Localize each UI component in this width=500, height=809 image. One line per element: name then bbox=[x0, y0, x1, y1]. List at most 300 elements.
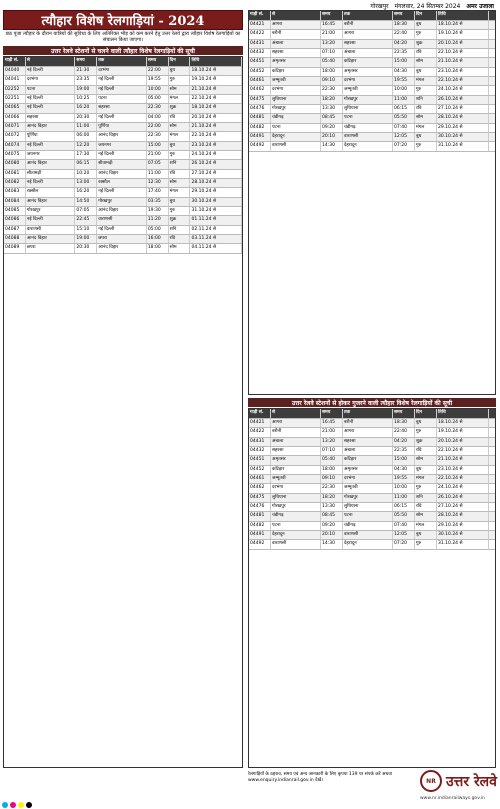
table-cell: 04481 bbox=[249, 512, 271, 520]
table-cell: 04081 bbox=[4, 170, 26, 178]
table-cell: 11:00 bbox=[75, 123, 97, 131]
table-cell: गोरखपुर bbox=[343, 494, 393, 502]
table-cell: सोम bbox=[169, 123, 191, 131]
railway-logo bbox=[420, 770, 497, 792]
table-cell: 07:10 bbox=[321, 447, 343, 455]
table-cell: 18:00 bbox=[321, 68, 343, 76]
table-cell: शनि bbox=[169, 226, 191, 234]
table-cell: 04482 bbox=[249, 522, 271, 530]
table-cell: 01.11.24 से bbox=[190, 216, 242, 224]
intro-text: छठ पूजा त्यौहार के दौरान यात्रियों की सुविधा के लिए अतिरिक्त भीड़ को कम करने हेतु उत्तर रेलवे द्वारा त्यौहार विशेष रेलगाड़ियों का संचालन किया जाएगा। bbox=[5, 31, 241, 43]
table-header-row bbox=[249, 11, 495, 21]
table-row bbox=[249, 30, 495, 39]
table-cell: गुरु bbox=[169, 76, 191, 84]
table-cell: 16:45 bbox=[321, 419, 343, 427]
table-cell: 04452 bbox=[249, 466, 271, 474]
table-cell: 30.10.24 से bbox=[437, 531, 489, 539]
table-cell: 22.10.24 से bbox=[437, 475, 489, 483]
table-cell: 20:10 bbox=[321, 531, 343, 539]
table-cell: 08:45 bbox=[321, 512, 343, 520]
column-header: से bbox=[271, 11, 321, 20]
table-header-row bbox=[4, 57, 242, 67]
table-cell: पूर्णिया bbox=[26, 132, 76, 140]
table-cell: 28.10.24 से bbox=[437, 512, 489, 520]
black-dot-icon bbox=[26, 802, 32, 808]
table-cell: गोरखपुर bbox=[271, 503, 321, 511]
table-cell: अमृतसर bbox=[271, 58, 321, 66]
table-row bbox=[249, 77, 495, 86]
table-cell: गोरखपुर bbox=[343, 96, 393, 104]
table-cell: 05:40 bbox=[321, 456, 343, 464]
table-cell: 16:20 bbox=[75, 104, 97, 112]
table-cell: शनि bbox=[415, 494, 437, 502]
table-cell: गुरु bbox=[415, 86, 437, 94]
table-cell: 26.10.24 से bbox=[437, 494, 489, 502]
column-header: तक bbox=[343, 409, 393, 418]
table-cell: आनंद विहार bbox=[26, 160, 76, 168]
table-cell: शनि bbox=[169, 160, 191, 168]
table-cell: 03:35 bbox=[147, 198, 169, 206]
table-cell: आनंद विहार bbox=[26, 198, 76, 206]
table-cell: अंबाला bbox=[271, 438, 321, 446]
table-cell: बुध bbox=[169, 67, 191, 75]
table-row bbox=[249, 86, 495, 95]
table-cell: 04087 bbox=[4, 226, 26, 234]
color-registration-bar bbox=[0, 800, 500, 809]
table-cell: 14:30 bbox=[321, 540, 343, 548]
table-cell: नई दिल्ली bbox=[26, 142, 76, 150]
table-cell: कटिहार bbox=[271, 466, 321, 474]
table-cell: 04:00 bbox=[147, 114, 169, 122]
column-header: दिन bbox=[415, 11, 437, 20]
table-cell: 19:30 bbox=[147, 207, 169, 215]
table-cell: 22:35 bbox=[393, 447, 415, 455]
table-cell: 21.10.24 से bbox=[437, 58, 489, 66]
table-cell: अंबाला bbox=[343, 49, 393, 57]
table-cell: 04462 bbox=[249, 484, 271, 492]
table-cell: 17:30 bbox=[75, 151, 97, 159]
table-cell: लुधियाना bbox=[271, 494, 321, 502]
table-cell: 11:00 bbox=[393, 96, 415, 104]
table-cell: 05:50 bbox=[393, 114, 415, 122]
table-cell: रवि bbox=[169, 235, 191, 243]
table-row bbox=[249, 494, 495, 503]
column-header: गाड़ी सं. bbox=[4, 57, 26, 66]
table-cell: 13:20 bbox=[321, 40, 343, 48]
table-cell: गोरखपुर bbox=[271, 105, 321, 113]
table-cell: 04041 bbox=[4, 76, 26, 84]
table-cell: 07:10 bbox=[321, 49, 343, 57]
table-cell: 18:20 bbox=[321, 494, 343, 502]
table-cell: 04083 bbox=[4, 188, 26, 196]
table-cell: 04082 bbox=[4, 179, 26, 187]
table-cell: 13:30 bbox=[321, 105, 343, 113]
table-cell: रवि bbox=[169, 170, 191, 178]
column-header: गाड़ी सं. bbox=[249, 409, 271, 418]
table-row bbox=[249, 512, 495, 521]
table-cell: 20.10.24 से bbox=[437, 40, 489, 48]
table-cell: 10:00 bbox=[393, 484, 415, 492]
table-row bbox=[4, 207, 242, 216]
column-header: से bbox=[271, 409, 321, 418]
table-cell: 29.10.24 से bbox=[190, 188, 242, 196]
table-cell: 16:00 bbox=[147, 235, 169, 243]
table-cell: 06:15 bbox=[75, 160, 97, 168]
table-cell: मंगल bbox=[415, 124, 437, 132]
table-row bbox=[249, 540, 495, 549]
table-row bbox=[4, 95, 242, 104]
table-cell: चंडीगढ़ bbox=[271, 114, 321, 122]
table-cell: 18:20 bbox=[321, 96, 343, 104]
table-cell: बुध bbox=[415, 419, 437, 427]
table-cell: नई दिल्ली bbox=[97, 76, 147, 84]
table-cell: 04461 bbox=[249, 77, 271, 85]
table-cell: 14:30 bbox=[321, 142, 343, 150]
table-cell: 02251 bbox=[4, 95, 26, 103]
table-cell: 22:35 bbox=[393, 49, 415, 57]
table-cell: दरभंगा bbox=[343, 475, 393, 483]
table-row bbox=[249, 133, 495, 142]
strip-left: गोरखपुर bbox=[370, 3, 389, 10]
table-header-row bbox=[249, 409, 495, 419]
table-row bbox=[4, 198, 242, 207]
table-cell: 04451 bbox=[249, 456, 271, 464]
table-cell: बुध bbox=[415, 68, 437, 76]
table-cell: 15:10 bbox=[75, 226, 97, 234]
table-cell: 22:00 bbox=[147, 67, 169, 75]
table-cell: आगरा bbox=[271, 419, 321, 427]
table-row bbox=[249, 438, 495, 447]
table-cell: 28.10.24 से bbox=[190, 179, 242, 187]
table-cell: 19.10.24 से bbox=[437, 30, 489, 38]
table-cell: गुरु bbox=[415, 30, 437, 38]
table-cell: 22:30 bbox=[147, 132, 169, 140]
table-cell: सहरसा bbox=[26, 114, 76, 122]
table-cell: रवि bbox=[169, 114, 191, 122]
table-cell: 22:00 bbox=[147, 123, 169, 131]
table-cell: 04065 bbox=[4, 104, 26, 112]
column-header: तिथि bbox=[437, 11, 489, 20]
table-cell: 10:00 bbox=[147, 86, 169, 94]
table-cell: सोम bbox=[169, 179, 191, 187]
banner-title: त्यौहार विशेष रेलगाड़ियां - 2024 bbox=[41, 14, 205, 29]
table-row bbox=[249, 447, 495, 456]
table-cell: 04482 bbox=[249, 124, 271, 132]
table-cell: 04452 bbox=[249, 68, 271, 76]
table-cell: 07:20 bbox=[393, 142, 415, 150]
org-name: उत्तर रेलवे bbox=[446, 773, 497, 790]
table-cell: मंगल bbox=[169, 188, 191, 196]
table-cell: रवि bbox=[415, 105, 437, 113]
table-cell: 22:30 bbox=[147, 104, 169, 112]
table-cell: रवि bbox=[415, 447, 437, 455]
table-cell: 05:00 bbox=[147, 226, 169, 234]
org-url[interactable]: www.nr.indianrailways.gov.in bbox=[420, 796, 486, 801]
table-cell: 02.11.24 से bbox=[190, 226, 242, 234]
table-cell: 04084 bbox=[4, 198, 26, 206]
column-header: तक bbox=[97, 57, 147, 66]
table-cell: सहरसा bbox=[343, 438, 393, 446]
column-header: से bbox=[26, 57, 76, 66]
table-cell: 04431 bbox=[249, 40, 271, 48]
table-row bbox=[249, 68, 495, 77]
column-header: दिन bbox=[415, 409, 437, 418]
table-cell: 22.10.24 से bbox=[437, 77, 489, 85]
table-cell: पटना bbox=[271, 522, 321, 530]
table-cell: 22.10.24 से bbox=[190, 132, 242, 140]
table-cell: 04422 bbox=[249, 30, 271, 38]
table-cell: 19:55 bbox=[393, 475, 415, 483]
table-cell: सोम bbox=[169, 86, 191, 94]
table-row bbox=[249, 466, 495, 475]
table-cell: अमृतसर bbox=[343, 466, 393, 474]
table-row bbox=[4, 86, 242, 95]
table-cell: 13:30 bbox=[321, 503, 343, 511]
table-cell: 21:00 bbox=[321, 30, 343, 38]
left-section-title: उत्तर रेलवे स्टेशनों से चलने वाली त्यौहार विशेष रेलगाड़ियों की सूची bbox=[3, 46, 243, 55]
table-cell: 22:40 bbox=[393, 30, 415, 38]
table-cell: 04072 bbox=[4, 132, 26, 140]
table-cell: 24.10.24 से bbox=[437, 86, 489, 94]
table-row bbox=[249, 142, 495, 151]
table-cell: 04086 bbox=[4, 216, 26, 224]
table-cell: 04:30 bbox=[393, 68, 415, 76]
table-cell: 12:05 bbox=[393, 531, 415, 539]
table-cell: गुरु bbox=[415, 484, 437, 492]
table-cell: 31.10.24 से bbox=[437, 540, 489, 548]
table-row bbox=[4, 142, 242, 151]
table-cell: 26.10.24 से bbox=[190, 160, 242, 168]
table-cell: 21:00 bbox=[147, 151, 169, 159]
table-cell: 15:00 bbox=[393, 58, 415, 66]
table-cell: सोम bbox=[415, 114, 437, 122]
table-cell: पटना bbox=[97, 95, 147, 103]
table-cell: गुरु bbox=[415, 540, 437, 548]
table-cell: 07:05 bbox=[75, 207, 97, 215]
table-cell: मंगल bbox=[415, 77, 437, 85]
table-cell: देहरादून bbox=[343, 142, 393, 150]
table-row bbox=[4, 179, 242, 188]
table-cell: 09:10 bbox=[321, 77, 343, 85]
table-cell: 04:30 bbox=[393, 466, 415, 474]
table-cell: 04476 bbox=[249, 105, 271, 113]
table-cell: 23.10.24 से bbox=[437, 68, 489, 76]
table-row bbox=[4, 114, 242, 123]
table-cell: 10:25 bbox=[75, 95, 97, 103]
table-cell: आनंद विहार bbox=[26, 123, 76, 131]
left-schedule-table bbox=[3, 56, 243, 768]
table-cell: 03.11.24 से bbox=[190, 235, 242, 243]
table-cell: 18:30 bbox=[393, 21, 415, 29]
table-cell: 20.10.24 से bbox=[437, 438, 489, 446]
table-cell: 30.10.24 से bbox=[437, 133, 489, 141]
table-cell: पूर्णिया bbox=[97, 123, 147, 131]
table-cell: 04088 bbox=[4, 235, 26, 243]
table-cell: 04492 bbox=[249, 540, 271, 548]
table-cell: आगरा bbox=[343, 30, 393, 38]
table-cell: मंगल bbox=[169, 132, 191, 140]
table-cell: 04:20 bbox=[393, 40, 415, 48]
table-cell: 12:05 bbox=[393, 133, 415, 141]
table-cell: 18:30 bbox=[393, 419, 415, 427]
table-cell: दरभंगा bbox=[97, 67, 147, 75]
table-cell: 24.10.24 से bbox=[190, 151, 242, 159]
table-cell: 21.10.24 से bbox=[190, 123, 242, 131]
table-row bbox=[249, 96, 495, 105]
table-cell: 30.10.24 से bbox=[190, 198, 242, 206]
table-cell: नई दिल्ली bbox=[97, 226, 147, 234]
table-cell: 04475 bbox=[249, 494, 271, 502]
table-cell: शुक्र bbox=[415, 438, 437, 446]
column-header: समय bbox=[321, 409, 343, 418]
table-row bbox=[249, 105, 495, 114]
table-cell: 02252 bbox=[4, 86, 26, 94]
table-cell: देहरादून bbox=[271, 133, 321, 141]
column-header: तिथि bbox=[437, 409, 489, 418]
table-cell: 09:20 bbox=[321, 124, 343, 132]
table-cell: वाराणसी bbox=[343, 133, 393, 141]
table-row bbox=[4, 160, 242, 169]
table-cell: बरौनी bbox=[343, 21, 393, 29]
table-row bbox=[249, 49, 495, 58]
table-row bbox=[4, 216, 242, 225]
table-cell: 16:20 bbox=[75, 188, 97, 196]
table-cell: आनंद विहार bbox=[97, 207, 147, 215]
table-row bbox=[4, 67, 242, 76]
table-row bbox=[249, 475, 495, 484]
table-cell: 31.10.24 से bbox=[190, 207, 242, 215]
table-cell: 13:00 bbox=[75, 179, 97, 187]
table-cell: देहरादून bbox=[271, 531, 321, 539]
table-cell: 04074 bbox=[4, 142, 26, 150]
table-cell: बुध bbox=[415, 531, 437, 539]
table-cell: कटिहार bbox=[343, 58, 393, 66]
table-row bbox=[4, 76, 242, 85]
column-header: समय bbox=[321, 11, 343, 20]
table-cell: 04432 bbox=[249, 447, 271, 455]
table-cell: 04461 bbox=[249, 475, 271, 483]
table-cell: 15:00 bbox=[147, 142, 169, 150]
table-cell: रक्सौल bbox=[26, 188, 76, 196]
table-cell: सीतामढ़ी bbox=[97, 160, 147, 168]
table-cell: मंगल bbox=[415, 522, 437, 530]
table-cell: 22:40 bbox=[393, 428, 415, 436]
table-cell: मंगल bbox=[415, 475, 437, 483]
table-cell: सोम bbox=[415, 456, 437, 464]
table-cell: सहरसा bbox=[271, 49, 321, 57]
table-cell: वाराणसी bbox=[271, 142, 321, 150]
table-cell: 21:00 bbox=[321, 428, 343, 436]
table-cell: 19:55 bbox=[393, 77, 415, 85]
table-cell: 22.10.24 से bbox=[437, 49, 489, 57]
table-cell: सीतामढ़ी bbox=[26, 170, 76, 178]
table-cell: नई दिल्ली bbox=[26, 179, 76, 187]
table-cell: 04431 bbox=[249, 438, 271, 446]
table-cell: 07:05 bbox=[147, 160, 169, 168]
table-cell: 21.10.24 से bbox=[190, 86, 242, 94]
table-cell: अंबाला bbox=[343, 447, 393, 455]
table-cell: गुरु bbox=[169, 151, 191, 159]
table-cell: आनंद विहार bbox=[26, 235, 76, 243]
table-cell: 04491 bbox=[249, 133, 271, 141]
table-cell: शुक्र bbox=[169, 104, 191, 112]
strip-mid: मंगलवार, 24 सितम्बर 2024 bbox=[394, 3, 461, 10]
table-row bbox=[4, 104, 242, 113]
table-cell: 19:00 bbox=[75, 86, 97, 94]
table-cell: लुधियाना bbox=[343, 105, 393, 113]
table-cell: गोरखपुर bbox=[97, 198, 147, 206]
table-cell: बरौनी bbox=[271, 428, 321, 436]
table-cell: जम्मूतवी bbox=[271, 77, 321, 85]
table-cell: पटना bbox=[343, 512, 393, 520]
table-cell: अमृतसर bbox=[271, 456, 321, 464]
table-cell: 22:30 bbox=[321, 484, 343, 492]
table-cell: नई दिल्ली bbox=[26, 95, 76, 103]
table-cell: आनंद विहार bbox=[97, 244, 147, 252]
table-cell: सहरसा bbox=[97, 104, 147, 112]
table-cell: गुरु bbox=[169, 207, 191, 215]
table-cell: 18.10.24 से bbox=[437, 419, 489, 427]
table-cell: 19:55 bbox=[147, 76, 169, 84]
table-cell: 16:45 bbox=[321, 21, 343, 29]
table-cell: चंडीगढ़ bbox=[271, 512, 321, 520]
table-cell: गोरखपुर bbox=[26, 207, 76, 215]
table-cell: 28.10.24 से bbox=[437, 114, 489, 122]
table-cell: 04422 bbox=[249, 428, 271, 436]
table-cell: 26.10.24 से bbox=[437, 96, 489, 104]
table-cell: सहरसा bbox=[271, 447, 321, 455]
table-cell: 04491 bbox=[249, 531, 271, 539]
table-cell: 19.10.24 से bbox=[437, 428, 489, 436]
table-cell: 04089 bbox=[4, 244, 26, 252]
table-cell: गुरु bbox=[415, 428, 437, 436]
table-cell: 05:50 bbox=[393, 512, 415, 520]
table-cell: 09:10 bbox=[321, 475, 343, 483]
table-cell: आनंद विहार bbox=[97, 132, 147, 140]
table-row bbox=[4, 151, 242, 160]
table-cell: 09:20 bbox=[321, 522, 343, 530]
table-cell: 27.10.24 से bbox=[190, 170, 242, 178]
table-cell: 29.10.24 से bbox=[437, 522, 489, 530]
table-cell: 31.10.24 से bbox=[437, 142, 489, 150]
table-cell: 06:15 bbox=[393, 105, 415, 113]
table-cell: जयनगर bbox=[26, 151, 76, 159]
right-schedule-table bbox=[248, 408, 496, 768]
table-cell: लुधियाना bbox=[343, 503, 393, 511]
table-cell: 11:00 bbox=[393, 494, 415, 502]
table-cell: वाराणसी bbox=[271, 540, 321, 548]
table-cell: 05:00 bbox=[147, 95, 169, 103]
table-cell: 29.10.24 से bbox=[437, 124, 489, 132]
column-header: गाड़ी सं. bbox=[249, 11, 271, 20]
table-cell: 04481 bbox=[249, 114, 271, 122]
table-cell: 22.10.24 से bbox=[190, 95, 242, 103]
column-header: समय bbox=[75, 57, 97, 66]
main-banner bbox=[3, 10, 243, 30]
yellow-dot-icon bbox=[18, 802, 24, 808]
table-cell: नई दिल्ली bbox=[97, 114, 147, 122]
table-cell: 05:40 bbox=[321, 58, 343, 66]
table-cell: 04071 bbox=[4, 123, 26, 131]
table-cell: कटिहार bbox=[343, 456, 393, 464]
table-row bbox=[249, 522, 495, 531]
table-row bbox=[4, 132, 242, 141]
table-cell: बुध bbox=[169, 142, 191, 150]
table-row bbox=[4, 170, 242, 179]
table-row bbox=[249, 40, 495, 49]
table-cell: 23.10.24 से bbox=[190, 142, 242, 150]
table-cell: शुक्र bbox=[169, 216, 191, 224]
